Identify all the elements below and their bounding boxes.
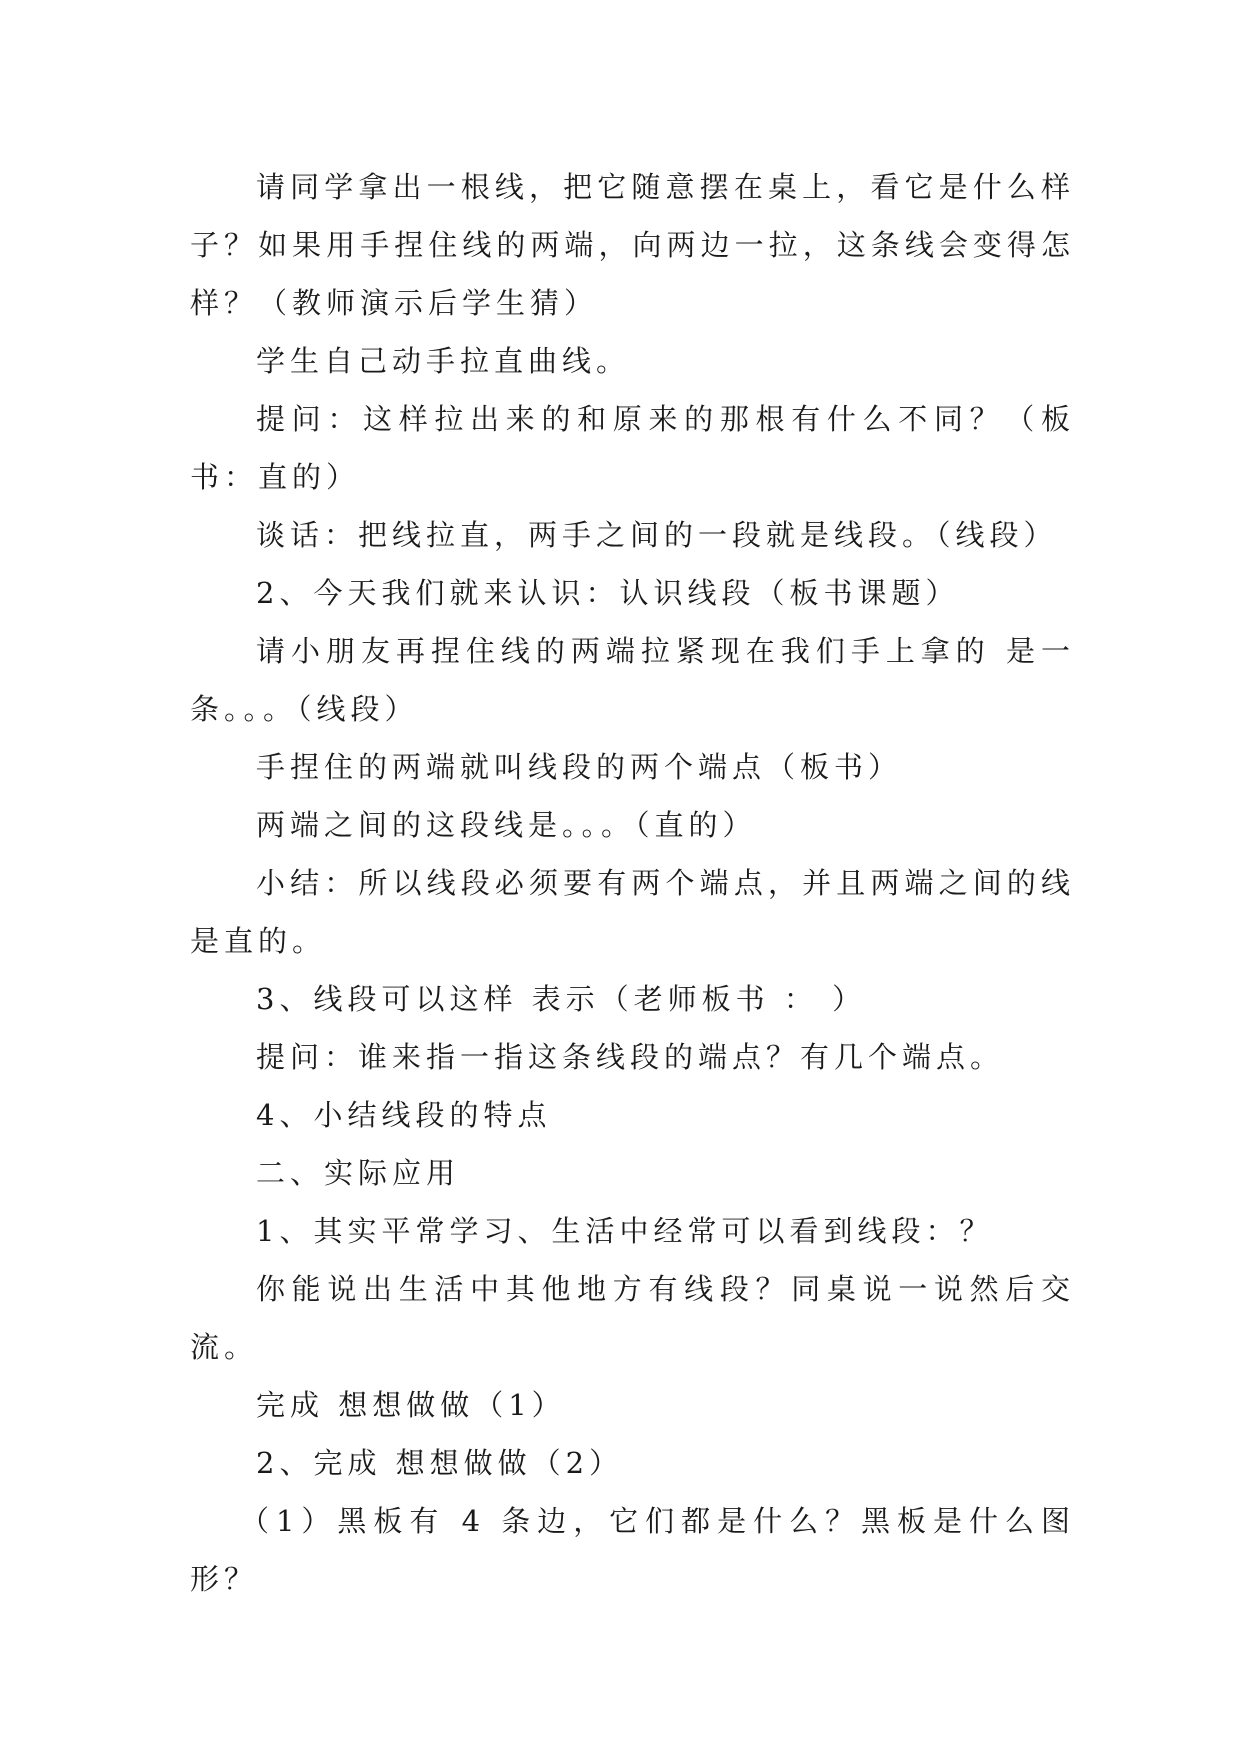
paragraph-6: 请小朋友再捏住线的两端拉紧现在我们手上拿的 是一条。。。（线段） (190, 634, 1075, 726)
paragraph-16: 完成 想想做做（1） (256, 1388, 566, 1422)
paragraph-7: 手捏住的两端就叫线段的两个端点（板书） (256, 750, 903, 784)
paragraph-8: 两端之间的这段线是。。。（直的） (256, 808, 757, 842)
paragraph-14: 1、其实平常学习、生活中经常可以看到线段：？ (256, 1214, 994, 1248)
paragraph-10: 3、线段可以这样 表示（老师板书 ： ） (256, 982, 867, 1016)
paragraph-18: （1）黑板有 4 条边，它们都是什么？黑板是什么图形？ (190, 1504, 1075, 1596)
paragraph-17: 2、完成 想想做做（2） (256, 1446, 624, 1480)
paragraph-11: 提问：谁来指一指这条线段的端点？有几个端点。 (256, 1040, 1005, 1074)
paragraph-5: 2、今天我们就来认识：认识线段（板书课题） (256, 576, 960, 610)
document-page (190, 158, 1075, 1608)
paragraph-1: 请同学拿出一根线，把它随意摆在桌上，看它是什么样子？如果用手捏住线的两端，向两边一拉，这条线会变得怎样？（教师演示后学生猜） (190, 170, 1075, 320)
paragraph-13: 二、实际应用 (256, 1156, 461, 1190)
paragraph-4: 谈话：把线拉直，两手之间的一段就是线段。（线段） (256, 518, 1058, 552)
paragraph-12: 4、小结线段的特点 (256, 1098, 552, 1132)
paragraph-15: 你能说出生活中其他地方有线段？同桌说一说然后交流。 (190, 1272, 1075, 1364)
paragraph-9: 小结：所以线段必须要有两个端点，并且两端之间的线是直的。 (190, 866, 1075, 958)
paragraph-3: 提问：这样拉出来的和原来的那根有什么不同？（板书：直的） (190, 402, 1075, 494)
paragraph-2: 学生自己动手拉直曲线。 (256, 344, 631, 378)
